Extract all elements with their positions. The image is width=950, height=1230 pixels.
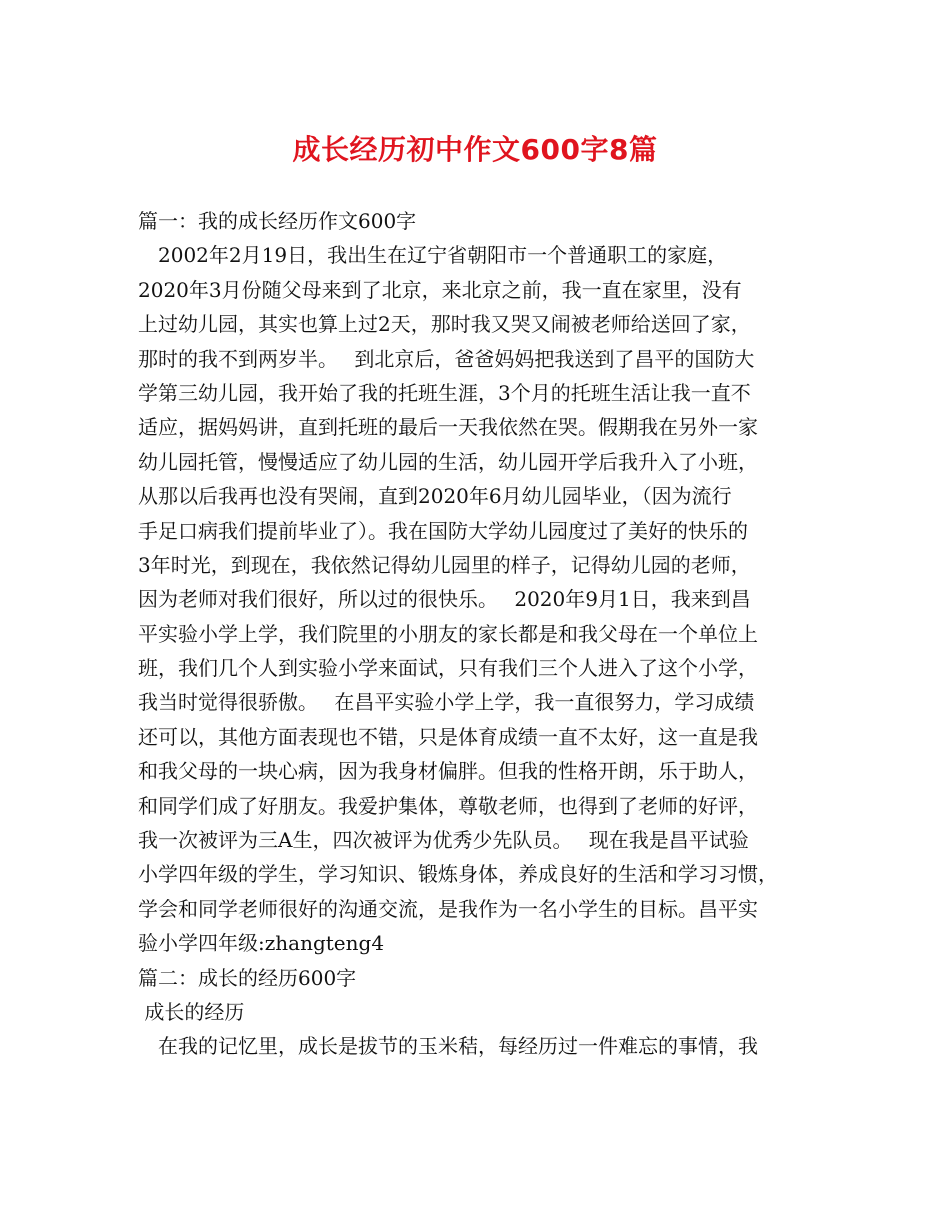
text-line: 篇一：我的成长经历作文600字 <box>138 209 417 233</box>
text-line: 学第三幼儿园，我开始了我的托班生涯，3个月的托班生活让我一直不 <box>138 380 751 405</box>
text-line: 2002年2月19日，我出生在辽宁省朝阳市一个普通职工的家庭， <box>138 243 728 268</box>
text-line: 我一次被评为三A生，四次被评为优秀少先队员。 现在我是昌平试验 <box>138 828 749 853</box>
text-line: 验小学四年级:zhangteng4 <box>138 931 385 956</box>
text-line: 适应，据妈妈讲，直到托班的最后一天我依然在哭。假期我在另外一家 <box>138 415 758 440</box>
text-line: 篇二：成长的经历600字 <box>138 965 357 990</box>
text-line: 在我的记忆里，成长是拔节的玉米秸，每经历过一件难忘的事情，我 <box>138 1034 758 1059</box>
text-line: 还可以，其他方面表现也不错，只是体育成绩一直不太好，这一直是我 <box>138 724 758 749</box>
text-line: 上过幼儿园，其实也算上过2天，那时我又哭又闹被老师给送回了家， <box>138 312 751 337</box>
text-line: 3年时光，到现在，我依然记得幼儿园里的样子，记得幼儿园的老师， <box>138 552 751 577</box>
text-line: 小学四年级的学生，学习知识、锻炼身体，养成良好的生活和学习习惯， <box>138 862 778 887</box>
text-line: 和我父母的一块心病，因为我身材偏胖。但我的性格开朗，乐于助人， <box>138 759 758 784</box>
text-line: 手足口病我们提前毕业了）。我在国防大学幼儿园度过了美好的快乐的 <box>138 518 748 543</box>
text-line: 幼儿园托管，慢慢适应了幼儿园的生活，幼儿园开学后我升入了小班， <box>138 449 758 474</box>
document-title: 成长经历初中作文600字8篇 <box>292 133 658 166</box>
text-line: 平实验小学上学，我们院里的小朋友的家长都是和我父母在一个单位上 <box>138 621 758 646</box>
text-line: 因为老师对我们很好，所以过的很快乐。 2020年9月1日，我来到昌 <box>138 587 751 612</box>
text-line: 班，我们几个人到实验小学来面试，只有我们三个人进入了这个小学， <box>138 656 758 681</box>
text-line: 2020年3月份随父母来到了北京，来北京之前，我一直在家里，没有 <box>138 277 742 302</box>
text-line: 成长的经历 <box>138 999 245 1024</box>
text-line: 我当时觉得很骄傲。 在昌平实验小学上学，我一直很努力，学习成绩 <box>138 690 755 715</box>
text-line: 那时的我不到两岁半。 到北京后，爸爸妈妈把我送到了昌平的国防大 <box>138 346 755 371</box>
document-body <box>138 204 828 1064</box>
text-line: 从那以后我再也没有哭闹，直到2020年6月幼儿园毕业，（因为流行 <box>138 484 732 509</box>
text-line: 和同学们成了好朋友。我爱护集体，尊敬老师，也得到了老师的好评， <box>138 793 758 818</box>
text-line: 学会和同学老师很好的沟通交流，是我作为一名小学生的目标。昌平实 <box>138 896 758 921</box>
